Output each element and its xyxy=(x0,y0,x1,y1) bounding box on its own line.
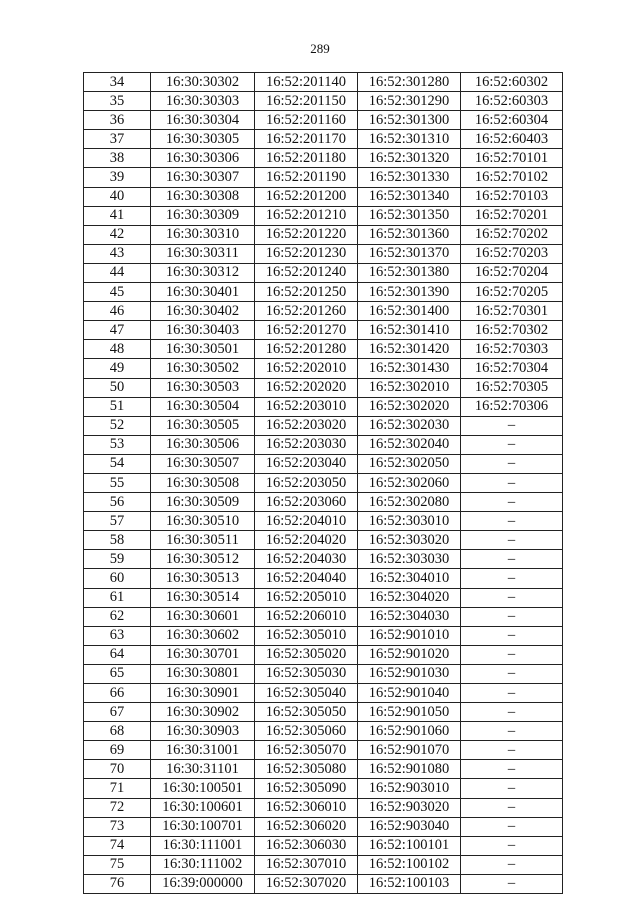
cadastral-code-cell-2: 16:52:201180 xyxy=(255,149,358,168)
cadastral-code-cell-3: 16:52:301390 xyxy=(358,283,461,302)
table-row xyxy=(84,378,563,397)
cadastral-code-cell-1: 16:30:30506 xyxy=(151,435,255,454)
cadastral-code-cell-4: 16:52:70204 xyxy=(461,263,563,282)
cadastral-code-cell-2: 16:52:305060 xyxy=(255,722,358,741)
cadastral-code-cell-3: 16:52:901010 xyxy=(358,626,461,645)
row-number-cell: 47 xyxy=(84,321,151,340)
row-number-cell: 48 xyxy=(84,340,151,359)
row-number-cell: 58 xyxy=(84,531,151,550)
cadastral-code-cell-2: 16:52:201220 xyxy=(255,225,358,244)
cadastral-code-cell-2: 16:52:201160 xyxy=(255,111,358,130)
cadastral-code-cell-4: – xyxy=(461,473,563,492)
table-row xyxy=(84,168,563,187)
cadastral-code-cell-1: 16:30:30305 xyxy=(151,130,255,149)
cadastral-code-cell-3: 16:52:301340 xyxy=(358,187,461,206)
cadastral-code-cell-3: 16:52:301290 xyxy=(358,92,461,111)
cadastral-code-cell-3: 16:52:301320 xyxy=(358,149,461,168)
cadastral-code-cell-3: 16:52:901020 xyxy=(358,645,461,664)
row-number-cell: 37 xyxy=(84,130,151,149)
cadastral-code-cell-1: 16:30:30513 xyxy=(151,569,255,588)
row-number-cell: 75 xyxy=(84,855,151,874)
cadastral-code-cell-4: – xyxy=(461,741,563,760)
table-row xyxy=(84,836,563,855)
cadastral-code-cell-1: 16:30:30502 xyxy=(151,359,255,378)
table-row xyxy=(84,302,563,321)
cadastral-code-cell-4: – xyxy=(461,607,563,626)
cadastral-code-cell-4: 16:52:60304 xyxy=(461,111,563,130)
row-number-cell: 53 xyxy=(84,435,151,454)
cadastral-code-cell-2: 16:52:201210 xyxy=(255,206,358,225)
cadastral-code-cell-4: – xyxy=(461,722,563,741)
cadastral-code-cell-1: 16:30:30312 xyxy=(151,263,255,282)
cadastral-code-cell-2: 16:52:305040 xyxy=(255,684,358,703)
cadastral-code-cell-2: 16:52:201140 xyxy=(255,73,358,92)
cadastral-code-cell-2: 16:52:201260 xyxy=(255,302,358,321)
cadastral-code-cell-1: 16:30:30509 xyxy=(151,493,255,512)
cadastral-code-cell-3: 16:52:301380 xyxy=(358,263,461,282)
cadastral-code-cell-3: 16:52:302020 xyxy=(358,397,461,416)
cadastral-code-cell-1: 16:30:111001 xyxy=(151,836,255,855)
cadastral-code-cell-4: – xyxy=(461,855,563,874)
row-number-cell: 63 xyxy=(84,626,151,645)
cadastral-code-cell-3: 16:52:302010 xyxy=(358,378,461,397)
table-row xyxy=(84,550,563,569)
cadastral-code-cell-3: 16:52:903020 xyxy=(358,798,461,817)
row-number-cell: 44 xyxy=(84,263,151,282)
table-row xyxy=(84,817,563,836)
cadastral-code-cell-4: – xyxy=(461,684,563,703)
cadastral-code-cell-3: 16:52:301400 xyxy=(358,302,461,321)
cadastral-code-cell-1: 16:30:30508 xyxy=(151,473,255,492)
cadastral-code-cell-2: 16:52:305070 xyxy=(255,741,358,760)
row-number-cell: 36 xyxy=(84,111,151,130)
cadastral-code-cell-2: 16:52:307020 xyxy=(255,874,358,893)
cadastral-code-cell-2: 16:52:201270 xyxy=(255,321,358,340)
table-row xyxy=(84,722,563,741)
cadastral-code-cell-4: 16:52:70102 xyxy=(461,168,563,187)
cadastral-code-cell-1: 16:30:30903 xyxy=(151,722,255,741)
row-number-cell: 74 xyxy=(84,836,151,855)
table-row xyxy=(84,73,563,92)
cadastral-code-cell-4: 16:52:70304 xyxy=(461,359,563,378)
row-number-cell: 57 xyxy=(84,512,151,531)
cadastral-code-cell-4: – xyxy=(461,664,563,683)
table-row xyxy=(84,779,563,798)
row-number-cell: 65 xyxy=(84,664,151,683)
row-number-cell: 49 xyxy=(84,359,151,378)
table-row xyxy=(84,703,563,722)
row-number-cell: 42 xyxy=(84,225,151,244)
cadastral-code-cell-3: 16:52:301360 xyxy=(358,225,461,244)
cadastral-code-cell-3: 16:52:301280 xyxy=(358,73,461,92)
table-row xyxy=(84,397,563,416)
cadastral-code-cell-3: 16:52:100103 xyxy=(358,874,461,893)
table-row xyxy=(84,664,563,683)
cadastral-code-cell-3: 16:52:100101 xyxy=(358,836,461,855)
cadastral-code-cell-2: 16:52:305080 xyxy=(255,760,358,779)
cadastral-number-table xyxy=(83,72,563,894)
cadastral-code-cell-4: 16:52:70201 xyxy=(461,206,563,225)
cadastral-code-cell-2: 16:52:306030 xyxy=(255,836,358,855)
table-row xyxy=(84,263,563,282)
cadastral-code-cell-2: 16:52:204020 xyxy=(255,531,358,550)
table-row xyxy=(84,741,563,760)
cadastral-code-cell-1: 16:30:30510 xyxy=(151,512,255,531)
cadastral-code-cell-3: 16:52:301350 xyxy=(358,206,461,225)
cadastral-code-cell-4: – xyxy=(461,454,563,473)
cadastral-code-cell-4: 16:52:70306 xyxy=(461,397,563,416)
cadastral-code-cell-1: 16:30:30311 xyxy=(151,244,255,263)
cadastral-code-cell-4: 16:52:70203 xyxy=(461,244,563,263)
cadastral-code-cell-2: 16:52:203020 xyxy=(255,416,358,435)
cadastral-code-cell-3: 16:52:901040 xyxy=(358,684,461,703)
cadastral-code-cell-1: 16:30:30601 xyxy=(151,607,255,626)
table-row xyxy=(84,416,563,435)
cadastral-code-cell-4: 16:52:70205 xyxy=(461,283,563,302)
cadastral-code-cell-4: 16:52:60403 xyxy=(461,130,563,149)
cadastral-code-cell-4: – xyxy=(461,531,563,550)
cadastral-code-cell-3: 16:52:301430 xyxy=(358,359,461,378)
row-number-cell: 67 xyxy=(84,703,151,722)
cadastral-code-cell-2: 16:52:201150 xyxy=(255,92,358,111)
cadastral-code-cell-1: 16:30:30507 xyxy=(151,454,255,473)
cadastral-code-cell-4: – xyxy=(461,569,563,588)
cadastral-code-cell-3: 16:52:301420 xyxy=(358,340,461,359)
cadastral-code-cell-4: – xyxy=(461,703,563,722)
cadastral-code-cell-3: 16:52:302040 xyxy=(358,435,461,454)
cadastral-code-cell-4: – xyxy=(461,493,563,512)
cadastral-code-cell-1: 16:30:30306 xyxy=(151,149,255,168)
cadastral-code-cell-2: 16:52:202010 xyxy=(255,359,358,378)
table-row xyxy=(84,588,563,607)
cadastral-code-cell-1: 16:30:30309 xyxy=(151,206,255,225)
row-number-cell: 35 xyxy=(84,92,151,111)
cadastral-code-cell-2: 16:52:204010 xyxy=(255,512,358,531)
row-number-cell: 40 xyxy=(84,187,151,206)
cadastral-code-cell-1: 16:30:30303 xyxy=(151,92,255,111)
table-row xyxy=(84,874,563,893)
cadastral-code-cell-3: 16:52:901070 xyxy=(358,741,461,760)
row-number-cell: 52 xyxy=(84,416,151,435)
cadastral-code-cell-4: 16:52:60303 xyxy=(461,92,563,111)
table-row xyxy=(84,206,563,225)
table-row xyxy=(84,512,563,531)
cadastral-code-cell-4: – xyxy=(461,550,563,569)
cadastral-code-cell-3: 16:52:903010 xyxy=(358,779,461,798)
row-number-cell: 62 xyxy=(84,607,151,626)
cadastral-code-cell-4: 16:52:70303 xyxy=(461,340,563,359)
cadastral-code-cell-3: 16:52:901080 xyxy=(358,760,461,779)
cadastral-code-cell-2: 16:52:203060 xyxy=(255,493,358,512)
cadastral-code-cell-3: 16:52:301330 xyxy=(358,168,461,187)
cadastral-code-cell-4: 16:52:70301 xyxy=(461,302,563,321)
cadastral-code-cell-3: 16:52:302060 xyxy=(358,473,461,492)
cadastral-code-cell-2: 16:52:305090 xyxy=(255,779,358,798)
cadastral-code-cell-2: 16:52:202020 xyxy=(255,378,358,397)
cadastral-code-cell-4: 16:52:70202 xyxy=(461,225,563,244)
row-number-cell: 70 xyxy=(84,760,151,779)
cadastral-code-cell-1: 16:30:30307 xyxy=(151,168,255,187)
row-number-cell: 69 xyxy=(84,741,151,760)
cadastral-code-cell-1: 16:30:30310 xyxy=(151,225,255,244)
row-number-cell: 51 xyxy=(84,397,151,416)
row-number-cell: 55 xyxy=(84,473,151,492)
cadastral-code-cell-1: 16:30:30505 xyxy=(151,416,255,435)
cadastral-code-cell-1: 16:30:31101 xyxy=(151,760,255,779)
cadastral-code-cell-4: – xyxy=(461,626,563,645)
table-row xyxy=(84,473,563,492)
table-row xyxy=(84,684,563,703)
cadastral-code-cell-3: 16:52:303020 xyxy=(358,531,461,550)
table-row xyxy=(84,531,563,550)
table-row xyxy=(84,626,563,645)
cadastral-code-cell-2: 16:52:203050 xyxy=(255,473,358,492)
cadastral-code-cell-2: 16:52:205010 xyxy=(255,588,358,607)
cadastral-code-cell-3: 16:52:303010 xyxy=(358,512,461,531)
row-number-cell: 45 xyxy=(84,283,151,302)
cadastral-code-cell-4: – xyxy=(461,416,563,435)
cadastral-code-cell-4: 16:52:70103 xyxy=(461,187,563,206)
cadastral-code-cell-1: 16:30:30511 xyxy=(151,531,255,550)
cadastral-code-cell-2: 16:52:201250 xyxy=(255,283,358,302)
page-number: 289 xyxy=(310,41,330,56)
table-body xyxy=(84,73,563,894)
cadastral-code-cell-1: 16:30:111002 xyxy=(151,855,255,874)
cadastral-code-cell-4: 16:52:60302 xyxy=(461,73,563,92)
cadastral-code-cell-1: 16:30:30402 xyxy=(151,302,255,321)
cadastral-code-cell-1: 16:30:30901 xyxy=(151,684,255,703)
cadastral-code-cell-1: 16:30:30403 xyxy=(151,321,255,340)
cadastral-code-cell-3: 16:52:302080 xyxy=(358,493,461,512)
cadastral-code-cell-2: 16:52:307010 xyxy=(255,855,358,874)
cadastral-code-cell-1: 16:30:30902 xyxy=(151,703,255,722)
table-row xyxy=(84,359,563,378)
cadastral-code-cell-2: 16:52:204040 xyxy=(255,569,358,588)
cadastral-code-cell-3: 16:52:304030 xyxy=(358,607,461,626)
table-row xyxy=(84,244,563,263)
cadastral-code-cell-2: 16:52:201190 xyxy=(255,168,358,187)
cadastral-code-cell-1: 16:30:30501 xyxy=(151,340,255,359)
cadastral-code-cell-1: 16:30:30304 xyxy=(151,111,255,130)
row-number-cell: 71 xyxy=(84,779,151,798)
row-number-cell: 73 xyxy=(84,817,151,836)
table-row xyxy=(84,111,563,130)
table-row xyxy=(84,645,563,664)
cadastral-code-cell-2: 16:52:201240 xyxy=(255,263,358,282)
table-row xyxy=(84,855,563,874)
cadastral-code-cell-3: 16:52:302030 xyxy=(358,416,461,435)
table-row xyxy=(84,225,563,244)
row-number-cell: 61 xyxy=(84,588,151,607)
table-row xyxy=(84,454,563,473)
cadastral-code-cell-3: 16:52:304020 xyxy=(358,588,461,607)
cadastral-code-cell-3: 16:52:302050 xyxy=(358,454,461,473)
cadastral-code-cell-4: – xyxy=(461,779,563,798)
cadastral-code-cell-1: 16:30:30504 xyxy=(151,397,255,416)
table-row xyxy=(84,130,563,149)
row-number-cell: 54 xyxy=(84,454,151,473)
table-row xyxy=(84,149,563,168)
row-number-cell: 60 xyxy=(84,569,151,588)
row-number-cell: 68 xyxy=(84,722,151,741)
cadastral-code-cell-4: 16:52:70101 xyxy=(461,149,563,168)
cadastral-code-cell-3: 16:52:901050 xyxy=(358,703,461,722)
cadastral-code-cell-4: – xyxy=(461,836,563,855)
cadastral-code-cell-1: 16:30:30302 xyxy=(151,73,255,92)
cadastral-code-cell-2: 16:52:305050 xyxy=(255,703,358,722)
cadastral-code-cell-2: 16:52:204030 xyxy=(255,550,358,569)
cadastral-code-cell-1: 16:30:30801 xyxy=(151,664,255,683)
row-number-cell: 66 xyxy=(84,684,151,703)
cadastral-code-cell-4: – xyxy=(461,645,563,664)
cadastral-code-cell-3: 16:52:901030 xyxy=(358,664,461,683)
table-row xyxy=(84,340,563,359)
cadastral-code-cell-2: 16:52:206010 xyxy=(255,607,358,626)
row-number-cell: 46 xyxy=(84,302,151,321)
cadastral-code-cell-2: 16:52:306020 xyxy=(255,817,358,836)
table-row xyxy=(84,321,563,340)
cadastral-code-cell-1: 16:30:30401 xyxy=(151,283,255,302)
row-number-cell: 41 xyxy=(84,206,151,225)
row-number-cell: 59 xyxy=(84,550,151,569)
row-number-cell: 72 xyxy=(84,798,151,817)
cadastral-code-cell-4: 16:52:70305 xyxy=(461,378,563,397)
cadastral-code-cell-3: 16:52:903040 xyxy=(358,817,461,836)
table-row xyxy=(84,760,563,779)
cadastral-code-cell-3: 16:52:301300 xyxy=(358,111,461,130)
row-number-cell: 38 xyxy=(84,149,151,168)
table-row xyxy=(84,798,563,817)
cadastral-code-cell-1: 16:30:100501 xyxy=(151,779,255,798)
cadastral-code-cell-1: 16:30:31001 xyxy=(151,741,255,760)
cadastral-code-cell-2: 16:52:305030 xyxy=(255,664,358,683)
cadastral-code-cell-1: 16:30:30308 xyxy=(151,187,255,206)
cadastral-code-cell-3: 16:52:304010 xyxy=(358,569,461,588)
cadastral-code-cell-2: 16:52:305020 xyxy=(255,645,358,664)
cadastral-code-cell-2: 16:52:201280 xyxy=(255,340,358,359)
cadastral-code-cell-1: 16:30:30602 xyxy=(151,626,255,645)
cadastral-code-cell-2: 16:52:305010 xyxy=(255,626,358,645)
table-row xyxy=(84,435,563,454)
table-row xyxy=(84,283,563,302)
row-number-cell: 34 xyxy=(84,73,151,92)
cadastral-code-cell-2: 16:52:306010 xyxy=(255,798,358,817)
row-number-cell: 56 xyxy=(84,493,151,512)
cadastral-code-cell-2: 16:52:201230 xyxy=(255,244,358,263)
row-number-cell: 50 xyxy=(84,378,151,397)
cadastral-code-cell-1: 16:30:100701 xyxy=(151,817,255,836)
cadastral-code-cell-3: 16:52:303030 xyxy=(358,550,461,569)
cadastral-code-cell-3: 16:52:901060 xyxy=(358,722,461,741)
cadastral-code-cell-4: – xyxy=(461,817,563,836)
cadastral-code-cell-3: 16:52:301370 xyxy=(358,244,461,263)
table-row xyxy=(84,493,563,512)
cadastral-code-cell-4: – xyxy=(461,874,563,893)
cadastral-code-cell-4: – xyxy=(461,760,563,779)
cadastral-code-cell-3: 16:52:301410 xyxy=(358,321,461,340)
cadastral-code-cell-4: – xyxy=(461,588,563,607)
cadastral-code-cell-1: 16:30:100601 xyxy=(151,798,255,817)
row-number-cell: 76 xyxy=(84,874,151,893)
cadastral-code-cell-3: 16:52:301310 xyxy=(358,130,461,149)
row-number-cell: 39 xyxy=(84,168,151,187)
cadastral-code-cell-1: 16:30:30503 xyxy=(151,378,255,397)
table-row xyxy=(84,607,563,626)
cadastral-code-cell-1: 16:39:000000 xyxy=(151,874,255,893)
table-row xyxy=(84,187,563,206)
cadastral-code-cell-4: – xyxy=(461,798,563,817)
cadastral-code-cell-2: 16:52:201200 xyxy=(255,187,358,206)
cadastral-code-cell-4: – xyxy=(461,512,563,531)
table-row xyxy=(84,92,563,111)
cadastral-code-cell-4: 16:52:70302 xyxy=(461,321,563,340)
cadastral-code-cell-2: 16:52:203030 xyxy=(255,435,358,454)
cadastral-code-cell-1: 16:30:30701 xyxy=(151,645,255,664)
cadastral-code-cell-1: 16:30:30514 xyxy=(151,588,255,607)
cadastral-code-cell-2: 16:52:203010 xyxy=(255,397,358,416)
row-number-cell: 43 xyxy=(84,244,151,263)
cadastral-code-cell-3: 16:52:100102 xyxy=(358,855,461,874)
cadastral-code-cell-2: 16:52:201170 xyxy=(255,130,358,149)
cadastral-code-cell-1: 16:30:30512 xyxy=(151,550,255,569)
table-row xyxy=(84,569,563,588)
cadastral-code-cell-2: 16:52:203040 xyxy=(255,454,358,473)
row-number-cell: 64 xyxy=(84,645,151,664)
cadastral-code-cell-4: – xyxy=(461,435,563,454)
